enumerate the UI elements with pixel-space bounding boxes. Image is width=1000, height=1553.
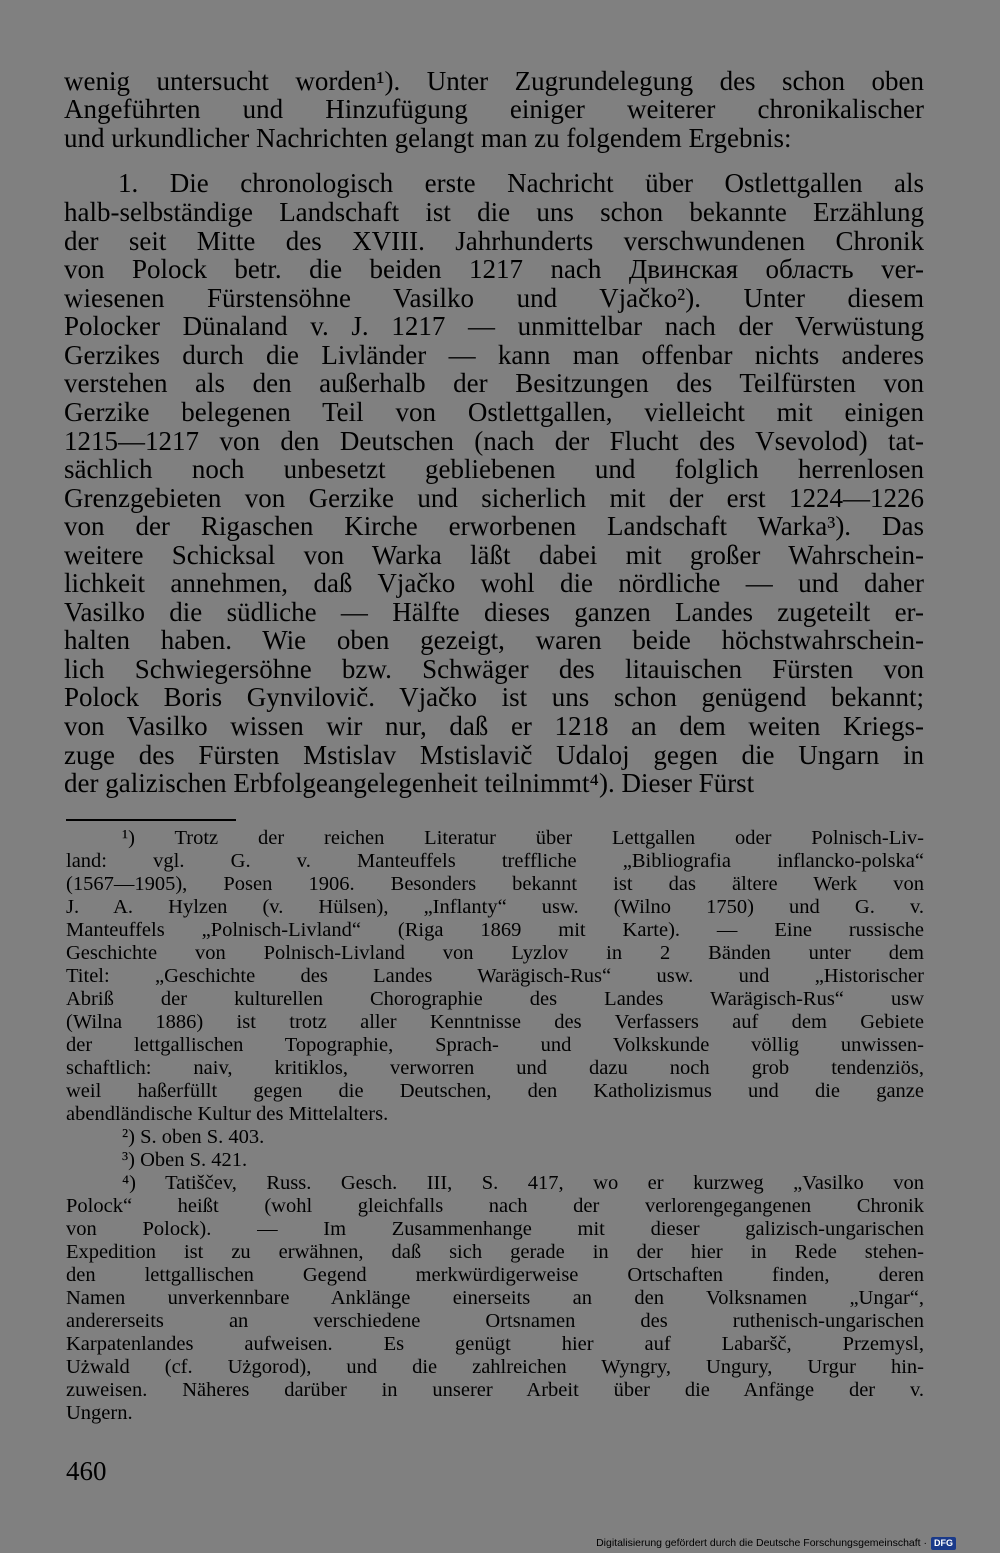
text-line: halb-selbständige Landschaft ist die uns schon bekannte Erzählung — [64, 197, 924, 227]
footnote-separator — [66, 819, 236, 821]
footnote-line: zuweisen. Näheres darüber in unserer Arbeit über die Anfänge der v. — [66, 1379, 924, 1401]
footnote-line: J. A. Hylzen (v. Hülsen), „Inflanty“ usw. (Wilno 1750) und G. v. — [66, 896, 924, 918]
footnote-line: Karpatenlandes aufweisen. Es genügt hier auf Labaršč, Przemysl, — [66, 1333, 924, 1355]
footnote-line: Polock“ heißt (wohl gleichfalls nach der verlorengegangenen Chronik — [66, 1195, 924, 1217]
footnote-line: ³) Oben S. 421. — [122, 1149, 248, 1171]
footnote-line: Titel: „Geschichte des Landes Warägisch-Rus“ usw. und „Historischer — [66, 965, 924, 987]
footnote-line: Użwald (cf. Użgorod), und die zahlreichen Wyngry, Ungury, Urgur hin- — [66, 1356, 924, 1378]
text-line: weitere Schicksal von Warka läßt dabei mit großer Wahrschein- — [64, 540, 924, 570]
text-line: halten haben. Wie oben gezeigt, waren beide höchstwahrschein- — [64, 625, 924, 655]
footnote-line: schaftlich: naiv, kritiklos, verworren und dazu noch grob tendenziös, — [66, 1057, 924, 1079]
text-line: der seit Mitte des XVIII. Jahrhunderts verschwundenen Chronik — [64, 226, 924, 256]
text-line: von Vasilko wissen wir nur, daß er 1218 an dem weiten Kriegs- — [64, 711, 924, 741]
footnote-line: von Polock). — Im Zusammenhange mit dieser galizisch-ungarischen — [66, 1218, 924, 1240]
text-line: Grenzgebieten von Gerzike und sicherlich mit der erst 1224—1226 — [64, 483, 924, 513]
dfg-footer — [596, 1536, 956, 1550]
text-line: lich Schwiegersöhne bzw. Schwäger des litauischen Fürsten von — [64, 654, 924, 684]
text-line: lichkeit annehmen, daß Vjačko wohl die nördliche — und daher — [64, 568, 924, 598]
text-line: Gerzikes durch die Livländer — kann man offenbar nichts anderes — [64, 340, 924, 370]
text-line: Polocker Dünaland v. J. 1217 — unmittelbar nach der Verwüstung — [64, 311, 924, 341]
footer-credit: Digitalisierung gefördert durch die Deutsche Forschungsgemeinschaft · — [596, 1537, 927, 1549]
text-line: 1. Die chronologisch erste Nachricht über Ostlettgallen als — [118, 168, 924, 198]
text-line: von der Rigaschen Kirche erworbenen Landschaft Warka³). Das — [64, 511, 924, 541]
footnote-line: der lettgallischen Topographie, Sprach- und Volkskunde völlig unwissen- — [66, 1034, 924, 1056]
text-line: wiesenen Fürstensöhne Vasilko und Vjačko²). Unter diesem — [64, 283, 924, 313]
page-number: 460 — [66, 1456, 107, 1486]
footnote-line: andererseits an verschiedene Ortsnamen des ruthenisch-ungarischen — [66, 1310, 924, 1332]
text-line: 1215—1217 von den Deutschen (nach der Flucht des Vsevolod) tat- — [64, 426, 924, 456]
footnote-line: ⁴) Tatiščev, Russ. Gesch. III, S. 417, wo er kurzweg „Vasilko von — [122, 1172, 924, 1194]
footnote-line: Manteuffels „Polnisch-Livland“ (Riga 1869 mit Karte). — Eine russische — [66, 919, 924, 941]
footnote-line: ²) S. oben S. 403. — [122, 1126, 265, 1148]
text-line: zuge des Fürsten Mstislav Mstislavič Udaloj gegen die Ungarn in — [64, 740, 924, 770]
footnote-line: Namen unverkennbare Anklänge einerseits an den Volksnamen „Ungar“, — [66, 1287, 924, 1309]
footnote-line: land: vgl. G. v. Manteuffels treffliche „Bibliografia inflancko-polska“ — [66, 850, 924, 872]
footnote-line: ¹) Trotz der reichen Literatur über Lettgallen oder Polnisch-Liv- — [122, 827, 924, 849]
footnote-line: abendländische Kultur des Mittelalters. — [66, 1103, 389, 1125]
footnote-line: Ungern. — [66, 1402, 133, 1424]
footnote-line: den lettgallischen Gegend merkwürdigerweise Ortschaften finden, deren — [66, 1264, 924, 1286]
text-line: von Polock betr. die beiden 1217 nach Двинская область ver- — [64, 254, 924, 284]
text-line: verstehen als den außerhalb der Besitzungen des Teilfürsten von — [64, 368, 924, 398]
text-line: Polock Boris Gynvilovič. Vjačko ist uns schon genügend bekannt; — [64, 682, 924, 712]
text-line: und urkundlicher Nachrichten gelangt man zu folgendem Ergebnis: — [64, 123, 792, 153]
footnote-line: (Wilna 1886) ist trotz aller Kenntnisse des Verfassers auf dem Gebiete — [66, 1011, 924, 1033]
text-line: wenig untersucht worden¹). Unter Zugrundelegung des schon oben — [64, 66, 924, 96]
footnote-line: Expedition ist zu erwähnen, daß sich gerade in der hier in Rede stehen- — [66, 1241, 924, 1263]
dfg-logo: DFG — [931, 1537, 956, 1550]
text-line: Vasilko die südliche — Hälfte dieses ganzen Landes zugeteilt er- — [64, 597, 924, 627]
footnote-line: Abriß der kulturellen Chorographie des Landes Warägisch-Rus“ usw — [66, 988, 924, 1010]
footnote-line: (1567—1905), Posen 1906. Besonders bekannt ist das ältere Werk von — [66, 873, 924, 895]
text-line: Gerzike belegenen Teil von Ostlettgallen, vielleicht mit einigen — [64, 397, 924, 427]
footnote-line: weil haßerfüllt gegen die Deutschen, den Katholizismus und die ganze — [66, 1080, 924, 1102]
text-line: der galizischen Erbfolgeangelegenheit teilnimmt⁴). Dieser Fürst — [64, 768, 755, 798]
footnote-line: Geschichte von Polnisch-Livland von Lyzlov in 2 Bänden unter dem — [66, 942, 924, 964]
text-line: Angeführten und Hinzufügung einiger weiterer chronikalischer — [64, 94, 924, 124]
text-line: sächlich noch unbesetzt gebliebenen und folglich herrenlosen — [64, 454, 924, 484]
